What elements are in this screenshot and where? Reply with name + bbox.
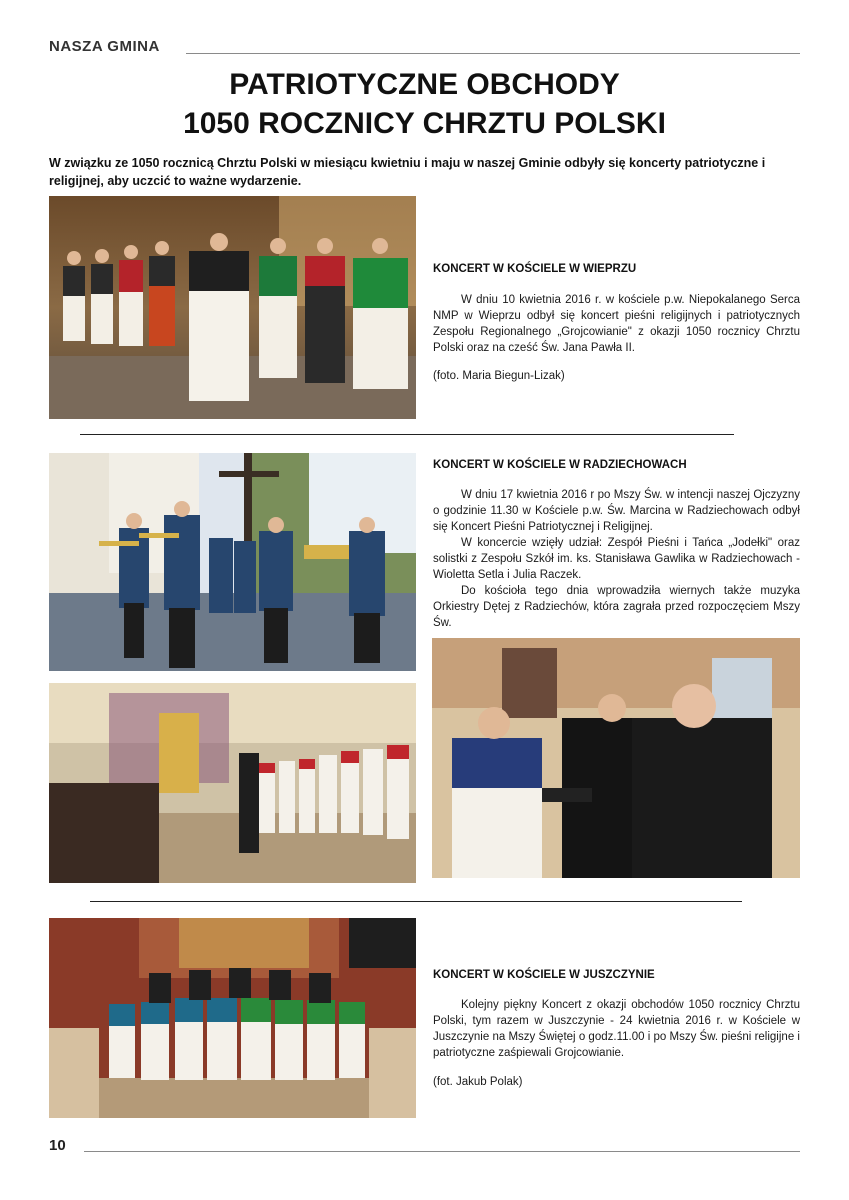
section-divider (90, 901, 742, 902)
section-body-radziechowy (433, 487, 800, 631)
section-paragraph: Do kościoła tego dnia wprowadziła wiernych także muzyka Orkiestry Dętej z Radziechów, która zagrała przed rozpoczęciem Mszy Św. (433, 585, 800, 629)
photo-wieprz-choir (49, 196, 416, 419)
photo-credit-wieprz: (foto. Maria Biegun-Lizak) (433, 370, 565, 382)
photo-juszczyna-choir (49, 918, 416, 1118)
section-title-wieprz: KONCERT W KOŚCIELE W WIEPRZU (433, 263, 637, 275)
photo-radziechowy-brass-band (49, 453, 416, 671)
article-title-line-1: PATRIOTYCZNE OBCHODY (229, 68, 620, 101)
photo-radziechowy-church-interior (49, 683, 416, 883)
page-number: 10 (49, 1137, 66, 1154)
footer-rule (84, 1151, 800, 1152)
photo-radziechowy-award (432, 638, 800, 878)
section-paragraph: W koncercie wzięły udział: Zespół Pieśni i Tańca „Jodełki" oraz solistki z Zespołu Szkół im. ks. Stanisława Gawlika w Radziechowach - Wioletta Setla i Julia Raczek. (433, 537, 800, 581)
section-title-radziechowy: KONCERT W KOŚCIELE W RADZIECHOWACH (433, 459, 687, 471)
article-lead: W związku ze 1050 rocznicą Chrztu Polski w miesiącu kwietniu i maju w naszej Gminie odbyły się koncerty patriotyczne i religijnej, aby uczcić to ważne wydarzenie. (49, 156, 766, 188)
section-body-juszczyna (433, 997, 800, 1061)
section-body-wieprz (433, 292, 800, 356)
magazine-name: NASZA GMINA (49, 38, 160, 55)
section-paragraph: W dniu 17 kwietnia 2016 r po Mszy Św. w intencji naszej Ojczyzny o godzinie 11.30 w Kościele p.w. Św. Marcina w Radziechowach odbył się Koncert Pieśni Patriotycznej i Religijnej. (433, 489, 800, 533)
section-paragraph: W dniu 10 kwietnia 2016 r. w kościele p.w. Niepokalanego Serca NMP w Wieprzu odbył się koncert pieśni religijnych i patriotycznych Zespołu Regionalnego „Grojcowianie" z okazji 1050 rocznicy Chrztu Polski oraz na cześć Św. Jana Pawła II. (433, 294, 800, 354)
section-divider (80, 434, 734, 435)
section-paragraph: Kolejny piękny Koncert z okazji obchodów 1050 rocznicy Chrztu Polski, tym razem w Juszczynie - 24 kwietnia 2016 r. w Kościele w Juszczynie na Mszy Świętej o godz.11.00 i po Mszy Św. pieśni religijne i patriotyczne zaśpiewali Grojcowianie. (433, 999, 800, 1059)
article-title-line-2: 1050 ROCZNICY CHRZTU POLSKI (183, 107, 666, 140)
photo-credit-juszczyna: (fot. Jakub Polak) (433, 1076, 523, 1088)
section-title-juszczyna: KONCERT W KOŚCIELE W JUSZCZYNIE (433, 969, 655, 981)
header-rule (186, 53, 800, 54)
